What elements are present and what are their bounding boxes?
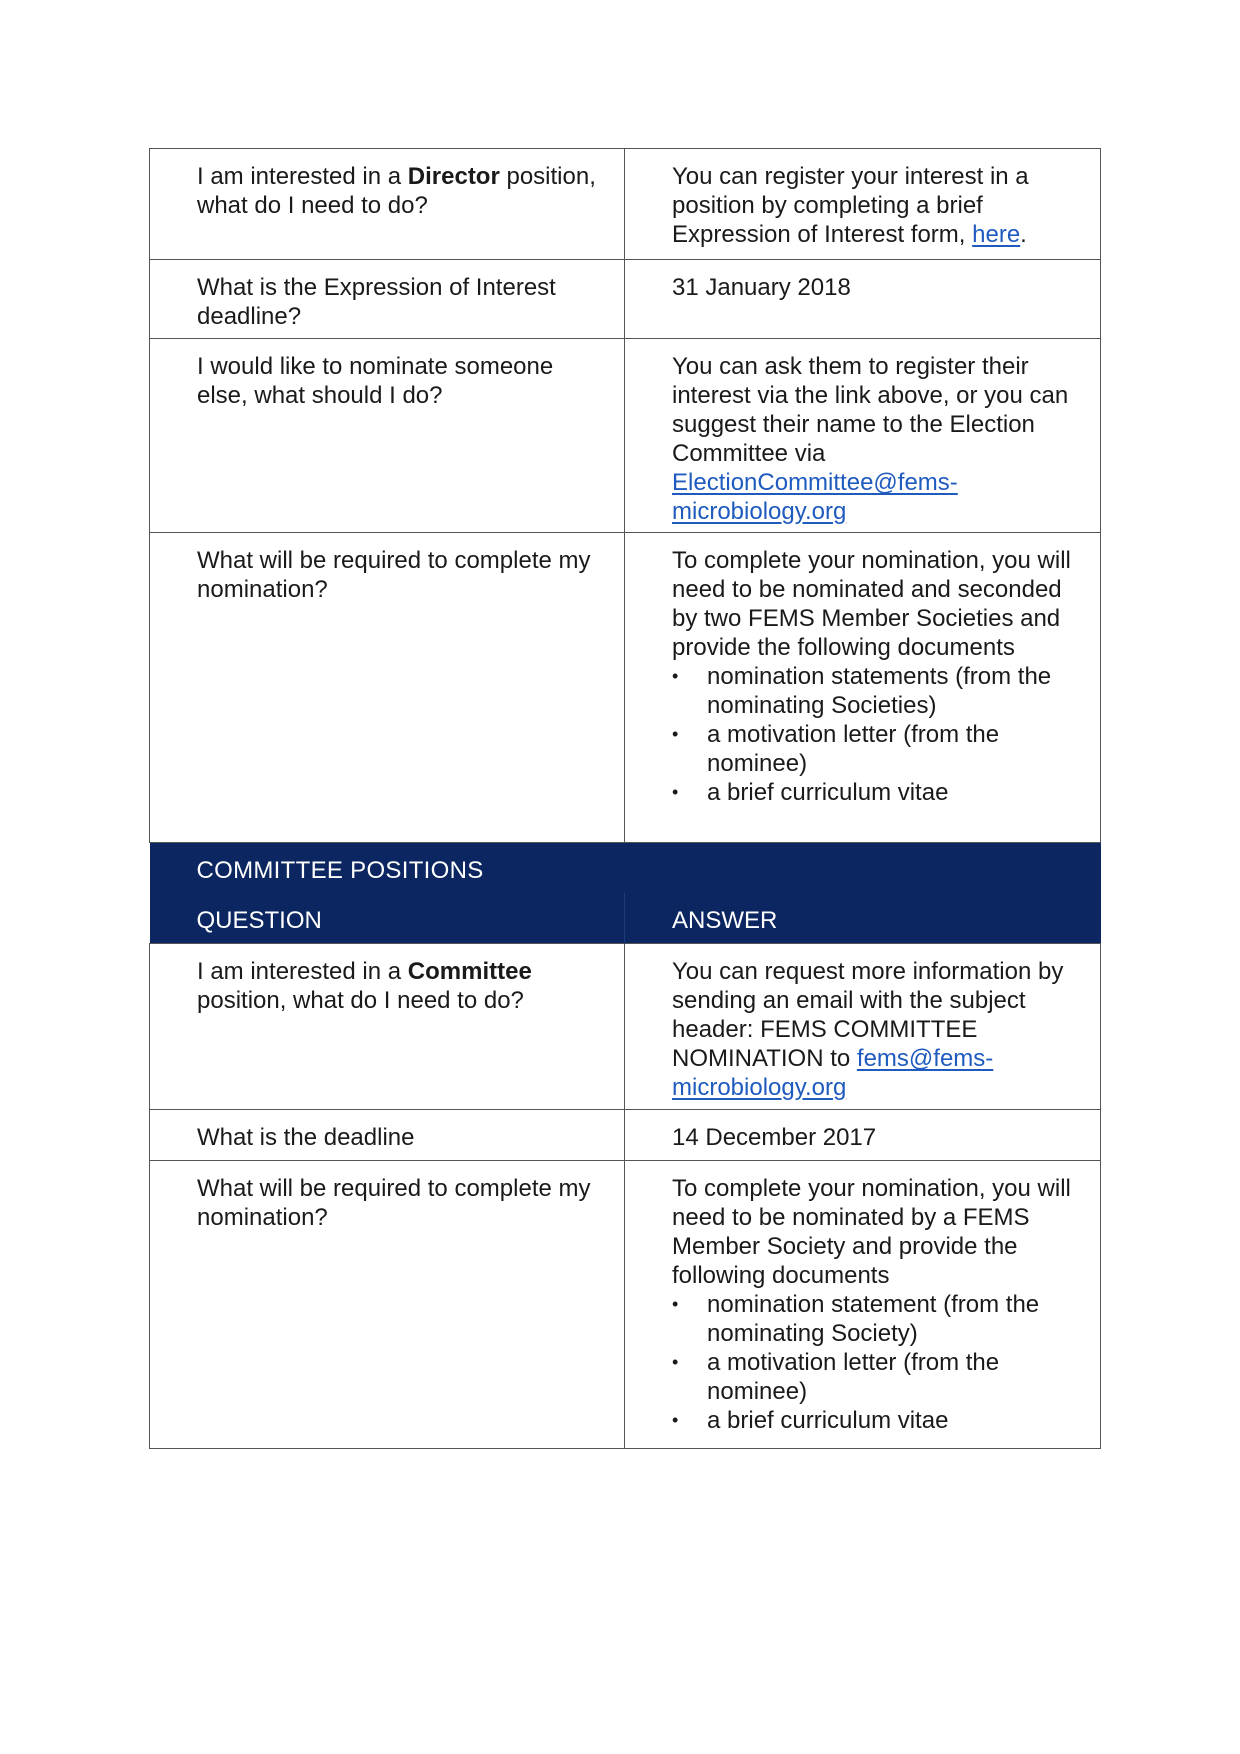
question-cell — [150, 260, 625, 339]
question-cell — [150, 1110, 625, 1161]
election-committee-email-link[interactable]: ElectionCommittee@fems-microbiology.org — [672, 469, 958, 525]
table-row — [150, 149, 1101, 260]
answer-cell — [625, 944, 1101, 1110]
question-text: position, what do I need to do? — [197, 163, 596, 219]
answer-text: You can ask them to register their interest via the link above, or you can suggest their name to the Election Committee via — [672, 353, 1069, 467]
answer-cell — [625, 339, 1101, 533]
required-documents-list — [672, 1290, 1080, 1435]
question-text: What is the deadline — [197, 1124, 415, 1151]
question-emphasis: Director — [407, 163, 500, 190]
answer-cell — [625, 149, 1101, 260]
section-title: COMMITTEE POSITIONS — [150, 843, 1101, 894]
answer-cell — [625, 260, 1101, 339]
answer-text: You can register your interest in a position by completing a brief Expression of Interest form, — [672, 163, 1029, 248]
list-item: • a brief curriculum vitae — [672, 778, 1080, 807]
answer-text: 14 December 2017 — [672, 1124, 877, 1151]
answer-cell — [625, 1161, 1101, 1449]
faq-table — [149, 148, 1101, 1449]
list-item: • a brief curriculum vitae — [672, 1406, 1080, 1435]
list-item: • a motivation letter (from the nominee) — [672, 720, 1080, 778]
question-cell — [150, 149, 625, 260]
fems-email-link[interactable]: fems@fems-microbiology.org — [672, 1045, 994, 1101]
list-item: • nomination statements (from the nominating Societies) — [672, 662, 1080, 720]
question-text: I am interested in a — [197, 163, 408, 190]
question-text: What is the Expression of Interest deadline? — [197, 274, 556, 330]
table-row — [150, 260, 1101, 339]
required-documents-list — [672, 662, 1080, 807]
question-text: What will be required to complete my nomination? — [197, 547, 591, 603]
table-row — [150, 1110, 1101, 1161]
question-text: I am interested in a — [197, 958, 408, 985]
table-row — [150, 944, 1101, 1110]
column-header-answer: ANSWER — [625, 893, 1101, 944]
answer-cell — [625, 533, 1101, 843]
question-emphasis: Committee — [407, 958, 532, 985]
question-cell — [150, 339, 625, 533]
answer-text: To complete your nomination, you will need to be nominated and seconded by two FEMS Member Societies and provide the following documents — [672, 547, 1071, 661]
answer-text: To complete your nomination, you will need to be nominated by a FEMS Member Society and provide the following documents — [672, 1175, 1071, 1289]
column-header-question: QUESTION — [150, 893, 625, 944]
table-row — [150, 339, 1101, 533]
table-row — [150, 1161, 1101, 1449]
expression-of-interest-link[interactable]: here — [972, 221, 1021, 248]
answer-text: . — [1020, 221, 1027, 248]
column-header-row — [150, 893, 1101, 944]
section-header-row — [150, 843, 1101, 894]
question-cell — [150, 1161, 625, 1449]
question-text: position, what do I need to do? — [197, 987, 524, 1014]
list-item: • a motivation letter (from the nominee) — [672, 1348, 1080, 1406]
answer-text: You can request more information by sending an email with the subject header: FEMS COMMITTEE NOMINATION to — [672, 958, 1064, 1072]
question-text: I would like to nominate someone else, what should I do? — [197, 353, 554, 409]
question-cell — [150, 944, 625, 1110]
table-row — [150, 533, 1101, 843]
answer-cell — [625, 1110, 1101, 1161]
question-text: What will be required to complete my nomination? — [197, 1175, 591, 1231]
list-item: • nomination statement (from the nominating Society) — [672, 1290, 1080, 1348]
answer-text: 31 January 2018 — [672, 274, 851, 301]
question-cell — [150, 533, 625, 843]
